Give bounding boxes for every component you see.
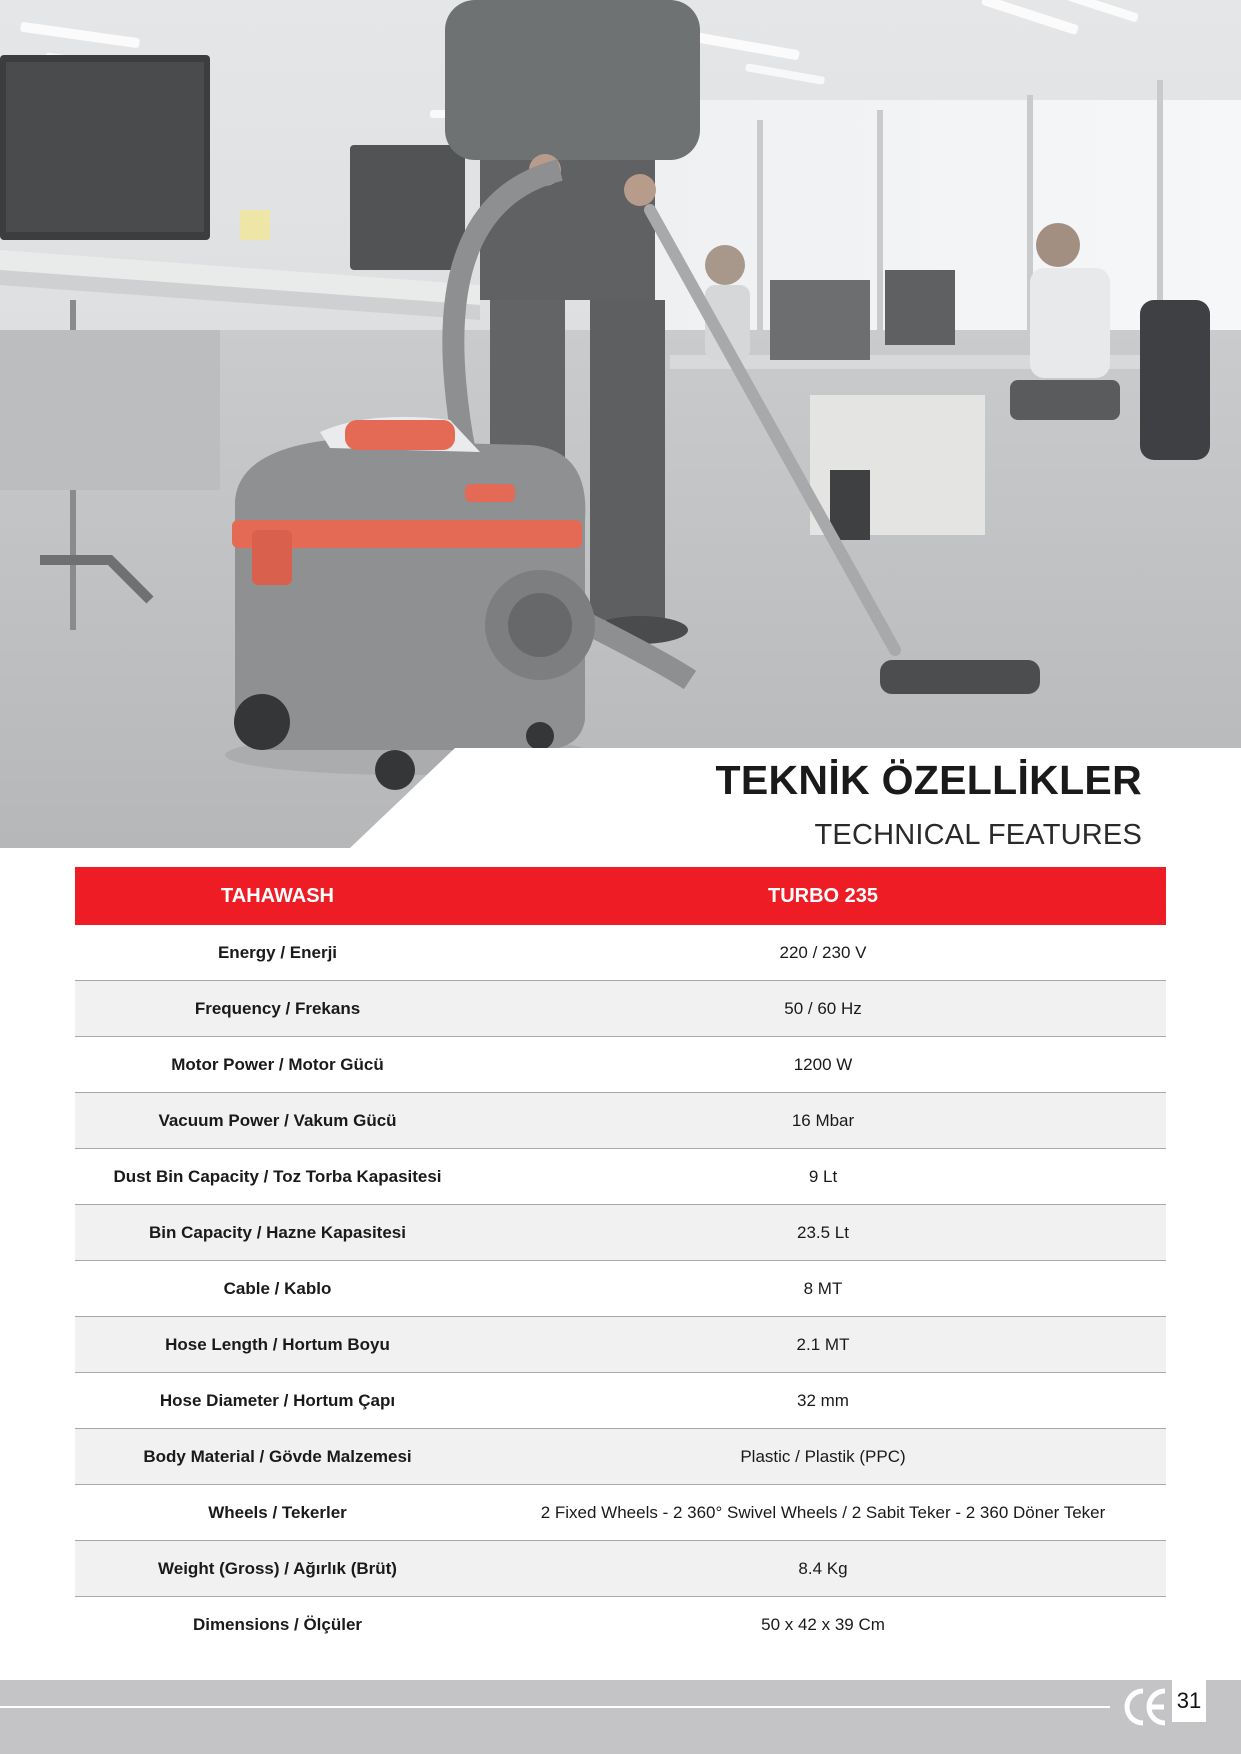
table-row [75, 1597, 1166, 1653]
spec-value: 2.1 MT [480, 1317, 1166, 1373]
page-subtitle: TECHNICAL FEATURES [814, 819, 1142, 851]
spec-value: 8.4 Kg [480, 1541, 1166, 1597]
table-row [75, 925, 1166, 981]
spec-value: 50 x 42 x 39 Cm [761, 1614, 885, 1634]
page-footer [0, 1680, 1241, 1754]
table-row [75, 1149, 1166, 1205]
ce-mark-icon [1121, 1682, 1171, 1732]
spec-table [75, 867, 1166, 1652]
spec-label: Vacuum Power / Vakum Gücü [75, 1093, 480, 1149]
spec-label: Wheels / Tekerler [75, 1485, 480, 1541]
table-row [75, 1429, 1166, 1485]
table-row [75, 1373, 1166, 1429]
spec-label: Body Material / Gövde Malzemesi [75, 1429, 480, 1485]
spec-label: Frequency / Frekans [75, 981, 480, 1037]
hero-photo [0, 0, 1241, 851]
page-title: TEKNİK ÖZELLİKLER [715, 757, 1142, 803]
spec-label: Hose Length / Hortum Boyu [75, 1317, 480, 1373]
spec-table-header [75, 867, 1166, 925]
spec-value: 2 Fixed Wheels - 2 360° Swivel Wheels / 2 Sabit Teker - 2 360 Döner Teker [480, 1485, 1166, 1541]
table-row [75, 1317, 1166, 1373]
spec-label: Bin Capacity / Hazne Kapasitesi [75, 1205, 480, 1261]
table-row [75, 1541, 1166, 1597]
spec-value: 220 / 230 V [480, 925, 1166, 981]
page-heading [715, 757, 1142, 851]
spec-value: 16 Mbar [480, 1093, 1166, 1149]
spec-label: Dimensions / Ölçüler [192, 1614, 363, 1634]
table-row [75, 1205, 1166, 1261]
spec-value: 32 mm [480, 1373, 1166, 1429]
spec-label: Cable / Kablo [75, 1261, 480, 1317]
spec-label: Hose Diameter / Hortum Çapı [75, 1373, 480, 1429]
table-row [75, 981, 1166, 1037]
spec-label: Energy / Enerji [75, 925, 480, 981]
spec-value: Plastic / Plastik (PPC) [480, 1429, 1166, 1485]
spec-label: Motor Power / Motor Gücü [75, 1037, 480, 1093]
spec-value: 50 / 60 Hz [480, 981, 1166, 1037]
spec-label: Dust Bin Capacity / Toz Torba Kapasitesi [75, 1149, 480, 1205]
table-row [75, 1037, 1166, 1093]
table-row [75, 1261, 1166, 1317]
table-row [75, 1093, 1166, 1149]
model-header: TURBO 235 [480, 867, 1166, 925]
brand-header: TAHAWASH [75, 867, 480, 925]
spec-value: 23.5 Lt [480, 1205, 1166, 1261]
spec-label: Weight (Gross) / Ağırlık (Brüt) [75, 1541, 480, 1597]
spec-value: 1200 W [480, 1037, 1166, 1093]
spec-value: 9 Lt [480, 1149, 1166, 1205]
page-number: 31 [1172, 1680, 1206, 1722]
spec-value: 8 MT [480, 1261, 1166, 1317]
table-row [75, 1485, 1166, 1541]
footer-divider [0, 1706, 1110, 1708]
